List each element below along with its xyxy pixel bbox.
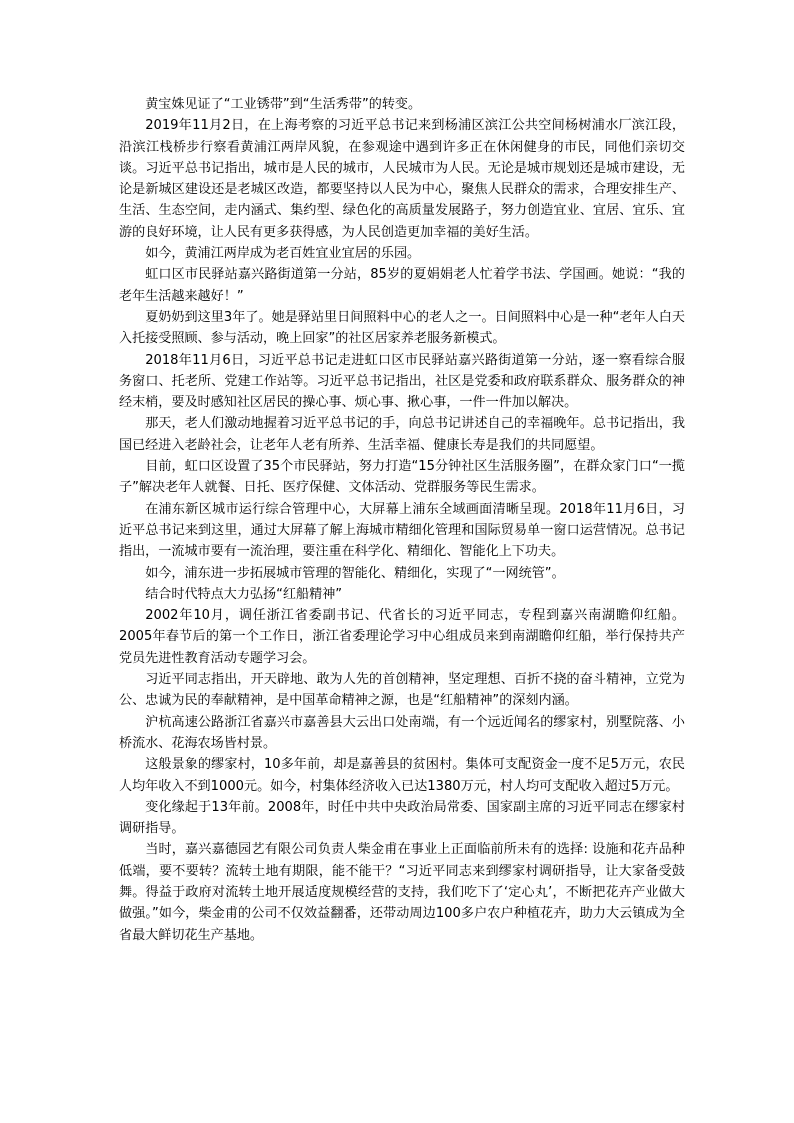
paragraph: 那天，老人们激动地握着习近平总书记的手，向总书记讲述自己的幸福晚年。总书记指出，我国已经进入老龄社会，让老年人老有所养、生活幸福、健康长寿是我们的共同愿望。 xyxy=(119,416,685,453)
paragraph: 2019年11月2日，在上海考察的习近平总书记来到杨浦区滨江公共空间杨树浦水厂滨江段，沿滨江栈桥步行察看黄浦江两岸风貌，在参观途中遇到许多正在休闲健身的市民，同他们亲切交谈。习近平总书记指出，城市是人民的城市，人民城市为人民。无论是城市规划还是城市建设，无论是新城区建设还是老城区改造，都要坚持以人民为中心，聚焦人民群众的需求，合理安排生产、生活、生态空间，走内涵式、集约型、绿色化的高质量发展路子，努力创造宜业、宜居、宜乐、宜游的良好环境，让人民有更多获得感，为人民创造更加幸福的美好生活。 xyxy=(119,118,685,240)
paragraph: 目前，虹口区设置了35个市民驿站，努力打造“15分钟社区生活服务圈”，在群众家门口“一揽子”解决老年人就餐、日托、医疗保健、文体活动、党群服务等民生需求。 xyxy=(119,459,685,496)
article-body xyxy=(119,94,685,946)
paragraph: 变化缘起于13年前。2008年，时任中共中央政治局常委、国家副主席的习近平同志在缪家村调研指导。 xyxy=(119,799,685,837)
paragraph: 2002年10月，调任浙江省委副书记、代省长的习近平同志，专程到嘉兴南湖瞻仰红船。2005年春节后的第一个工作日，浙江省委理论学习中心组成员来到南湖瞻仰红船，举行保持共产党员先进性教育活动专题学习会。 xyxy=(119,608,685,666)
paragraph: 如今，黄浦江两岸成为老百姓宜业宜居的乐园。 xyxy=(145,246,421,262)
paragraph: 习近平同志指出，开天辟地、敢为人先的首创精神，坚定理想、百折不挠的奋斗精神，立党为公、忠诚为民的奉献精神，是中国革命精神之源，也是“红船精神”的深刻内涵。 xyxy=(119,672,685,709)
section-heading: 结合时代特点大力弘扬“红船精神” xyxy=(145,586,343,602)
paragraph: 如今，浦东进一步拓展城市管理的智能化、精细化，实现了“一网统管”。 xyxy=(145,565,565,581)
paragraph: 当时，嘉兴嘉德园艺有限公司负责人柴金甫在事业上正面临前所未有的选择: 设施和花卉品种低端，要不要转？流转土地有期限，能不能干？“习近平同志来到缪家村调研指导，让大家备受鼓舞。得益于政府对流转土地开展适度规模经营的支持，我们吃下了‘定心丸’，不断把花卉产业做大做强。”如今，柴金甫的公司不仅效益翻番，还带动周边100多户农户种植花卉，助力大云镇成为全省最大鲜切花生产基地。 xyxy=(119,842,685,943)
paragraph: 2018年11月6日，习近平总书记走进虹口区市民驿站嘉兴路街道第一分站，逐一察看综合服务窗口、托老所、党建工作站等。习近平总书记指出，社区是党委和政府联系群众、服务群众的神经末梢，要及时感知社区居民的操心事、烦心事、揪心事，一件一件加以解决。 xyxy=(119,352,685,411)
paragraph: 这般景象的缪家村，10多年前，却是嘉善县的贫困村。集体可支配资金一度不足5万元，农民人均年收入不到1000元。如今，村集体经济收入已达1380万元，村人均可支配收入超过5万元。 xyxy=(119,757,685,794)
paragraph: 夏奶奶到这里3年了。她是驿站里日间照料中心的老人之一。日间照料中心是一种“老年人白天入托接受照顾、参与活动，晚上回家”的社区居家养老服务新模式。 xyxy=(119,309,685,347)
paragraph: 沪杭高速公路浙江省嘉兴市嘉善县大云出口处南端，有一个远近闻名的缪家村，别墅院落、小桥流水、花海农场皆村景。 xyxy=(119,714,685,751)
paragraph: 虹口区市民驿站嘉兴路街道第一分站，85岁的夏娟娟老人忙着学书法、学国画。她说：“我的老年生活越来越好！” xyxy=(119,267,685,304)
paragraph: 在浦东新区城市运行综合管理中心，大屏幕上浦东全域画面清晰呈现。2018年11月6日，习近平总书记来到这里，通过大屏幕了解上海城市精细化管理和国际贸易单一窗口运营情况。总书记指出，一流城市要有一流治理，要注重在科学化、精细化、智能化上下功夫。 xyxy=(119,501,685,560)
paragraph: 黄宝姝见证了“工业锈带”到“生活秀带”的转变。 xyxy=(145,97,422,112)
